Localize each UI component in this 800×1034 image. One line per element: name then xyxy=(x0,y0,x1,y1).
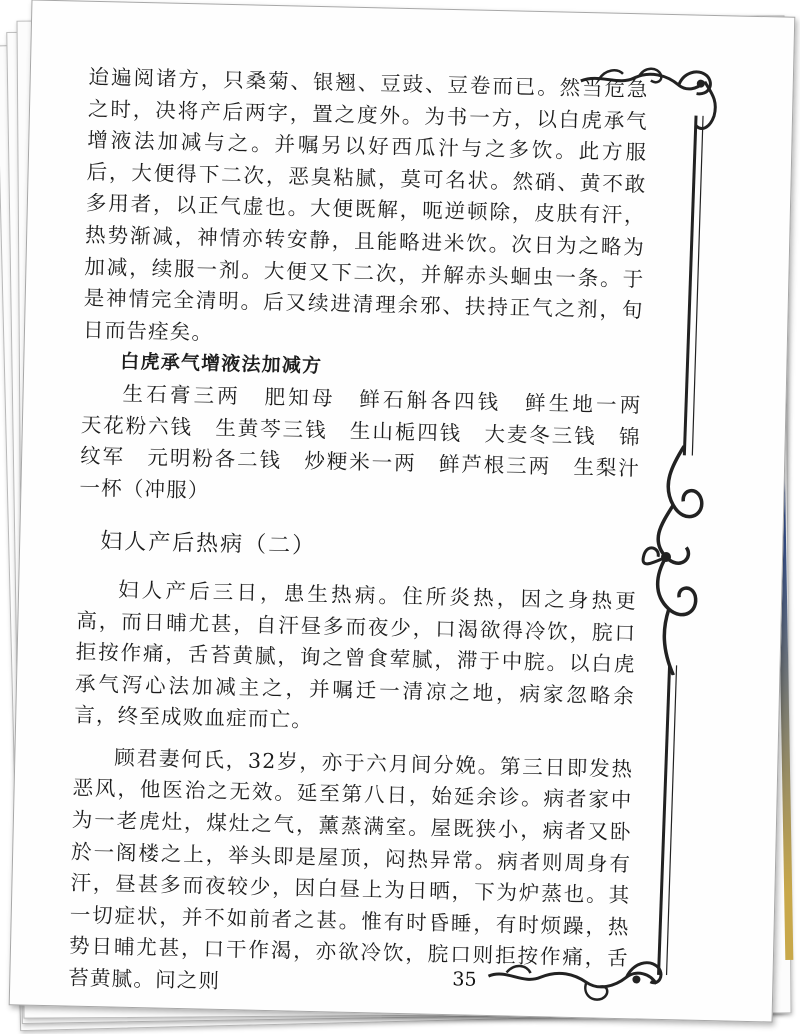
side-border-lower-icon xyxy=(637,665,684,976)
section-title: 妇人产后热病（二） xyxy=(99,529,317,560)
side-border-upper-icon xyxy=(662,115,710,456)
paragraph-intro: 妇人产后三日，患生热病。住所炎热，因之身热更高，而日晡尤甚，自汗昼多而夜少，口渴欲得冷饮，脘口拒按作痛，舌苔黄腻，询之曾食荤腻，滞于中脘。以白虎承气泻心法加减主之，并嘱迁一清凉之地，病家忽略余言，终至成败血症而亡。 xyxy=(74,577,638,733)
page-content xyxy=(68,62,664,1007)
paragraph-case: 顾君妻何氏，32岁，亦于六月间分娩。第三日即发热恶风，他医治之无效。延至第八日，始延余诊。病者家中为一老虎灶，煤灶之气，薰蒸满室。屋既狭小，病者又卧於一阁楼之上，举头即是屋顶，闷热异常。病者则周身有汗，昼甚多而夜较少，因白昼上为日晒，下为炉蒸也。其一切症状，并不如前者之甚。惟有时昏睡，有时烦躁，热势日晡尤甚，口干作渴，亦欲冷饮，脘口则拒按作痛，舌苔黄腻。问之则 xyxy=(68,745,634,994)
book-page xyxy=(9,0,796,1023)
prescription-body: 生石膏三两 肥知母 鲜石斛各四钱 鲜生地一两 天花粉六钱 生黄芩三钱 生山栀四钱 大麦冬三钱 锦纹军 元明粉各二钱 炒粳米一两 鲜芦根三两 生梨汁一杯（冲服） xyxy=(79,381,664,503)
prescription-title: 白虎承气增液法加减方 xyxy=(120,350,323,378)
paragraph-continued: 迨遍阅诸方，只桑菊、银翘、豆豉、豆卷而已。然当危急之时，决将产后两字，置之度外。为书一方，以白虎承气增液法加减与之。并嘱另以好西瓜汁与之多饮。此方服后，大便得下二次，恶臭粘腻，莫可名状。然硝、黄不敢多用者，以正气虚也。大便既解，呃逆顿除，皮肤有汗，热势渐减，神情亦转安静，且能略进米饮。次日为之略为加减，续服一剂。大便又下二次，并解赤头蛔虫一条。于是神情完全清明。后又续进清理余邪、扶持正气之剂，旬日而告痊矣。 xyxy=(82,64,649,345)
page-number: 35 xyxy=(452,968,477,991)
